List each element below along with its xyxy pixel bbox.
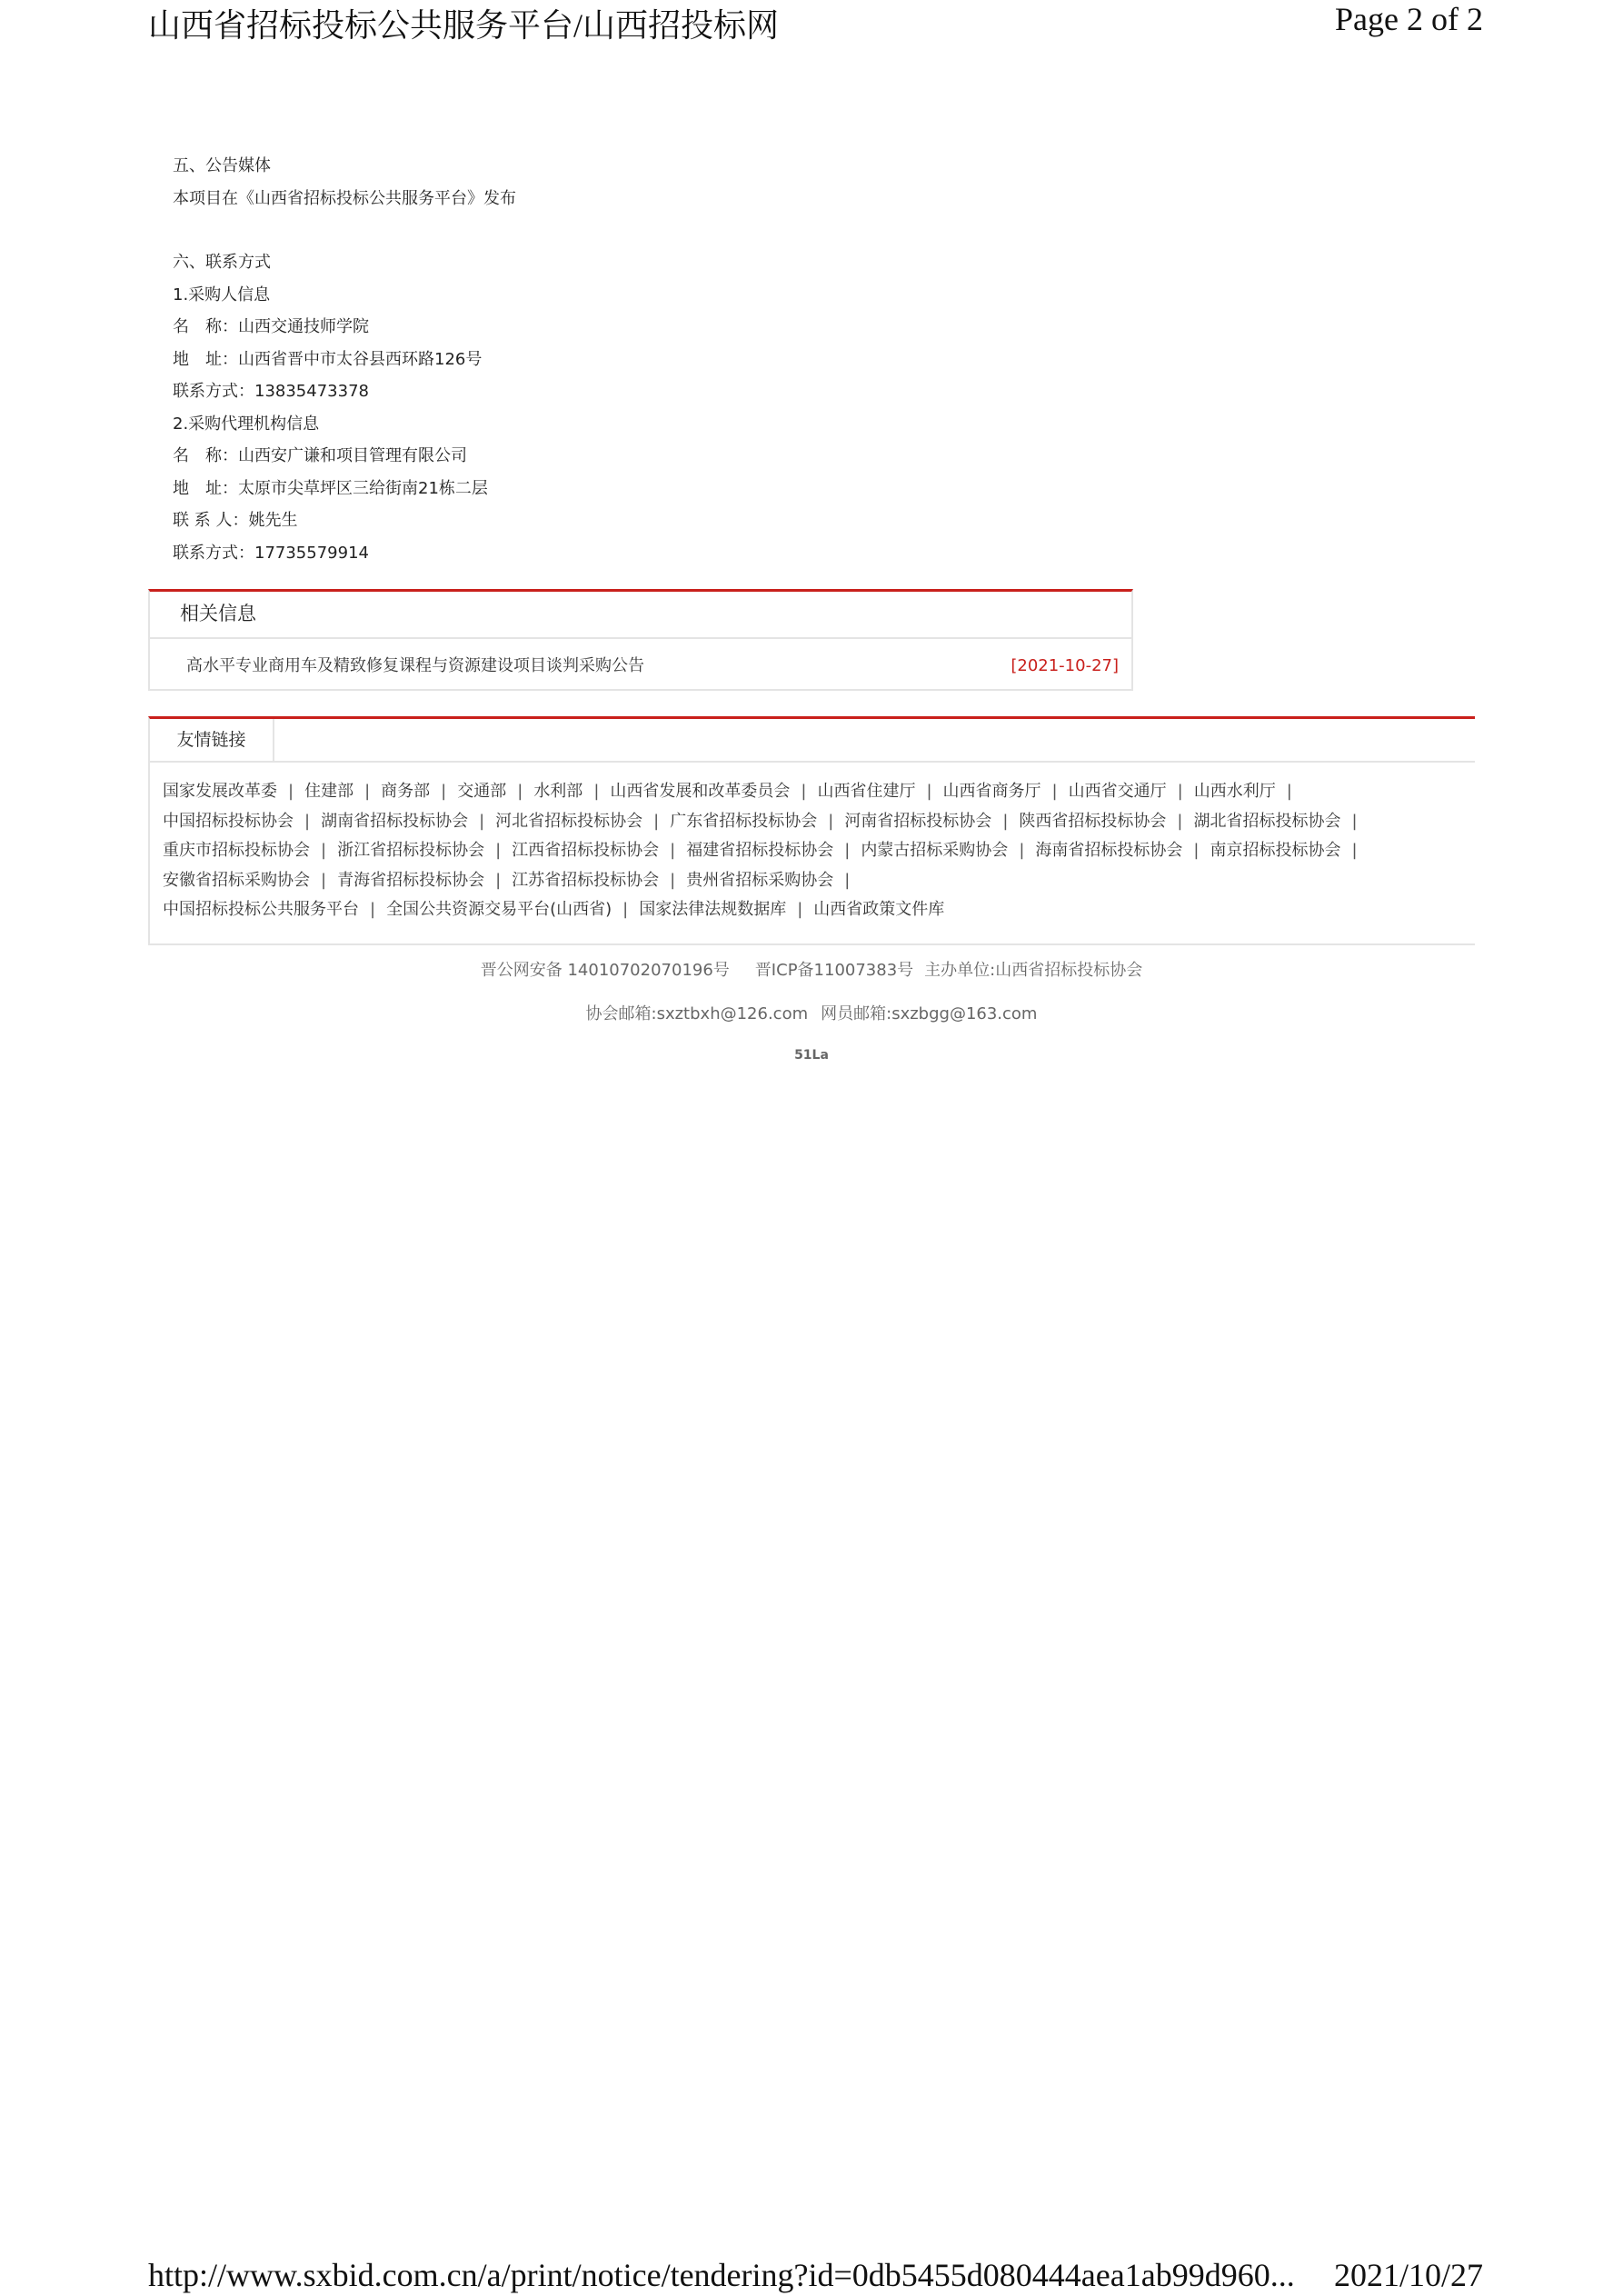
- friendly-link[interactable]: 重庆市招标投标协会: [163, 841, 310, 860]
- friendly-link[interactable]: 中国招标投标协会: [163, 811, 294, 831]
- footer-assoc-email[interactable]: 协会邮箱:sxztbxh@126.com: [585, 1004, 809, 1023]
- friendly-links-line: [163, 866, 1475, 896]
- friendly-link[interactable]: 山西省商务厅: [942, 782, 1041, 801]
- friendly-links-panel: [148, 716, 1475, 945]
- agent-heading: 2.采购代理机构信息: [173, 414, 320, 434]
- related-info-panel: [148, 589, 1133, 691]
- friendly-link[interactable]: 贵州省招标采购协会: [686, 870, 834, 890]
- link-separator: |: [1351, 841, 1358, 860]
- print-header: [0, 0, 1623, 55]
- friendly-link[interactable]: 水利部: [533, 782, 583, 801]
- friendly-links-list: [150, 763, 1475, 925]
- link-separator: |: [288, 782, 294, 801]
- link-separator: |: [828, 811, 834, 831]
- link-separator: |: [797, 900, 803, 919]
- friendly-link[interactable]: 安徽省招标采购协会: [163, 870, 310, 890]
- link-separator: |: [844, 870, 851, 890]
- friendly-link[interactable]: 交通部: [457, 782, 507, 801]
- friendly-link[interactable]: 国家法律法规数据库: [639, 900, 787, 919]
- friendly-link[interactable]: 全国公共资源交易平台(山西省): [386, 900, 612, 919]
- link-separator: |: [653, 811, 660, 831]
- link-separator: |: [1177, 782, 1183, 801]
- section5-text: 本项目在《山西省招标投标公共服务平台》发布: [173, 188, 516, 208]
- friendly-link[interactable]: 湖北省招标投标协会: [1193, 811, 1341, 831]
- footer-sponsor: 主办单位:山西省招标投标协会: [924, 961, 1143, 980]
- print-footer-url: http://www.sxbid.com.cn/a/print/notice/tendering?id=0db5455d080444aea1ab99d960...: [148, 2257, 1295, 2293]
- friendly-link[interactable]: 青海省招标投标协会: [337, 870, 485, 890]
- friendly-link[interactable]: 中国招标投标公共服务平台: [163, 900, 359, 919]
- footer-icp[interactable]: 晋ICP备11007383号: [754, 961, 914, 980]
- section6-heading: 六、联系方式: [173, 253, 271, 272]
- agent-address: 地 址：太原市尖草坪区三给街南21栋二层: [173, 478, 488, 498]
- link-separator: |: [1351, 811, 1358, 831]
- print-header-title: 山西省招标投标公共服务平台/山西招投标网: [148, 7, 780, 44]
- friendly-link[interactable]: 山西省发展和改革委员会: [610, 782, 791, 801]
- footer-staff-email[interactable]: 网员邮箱:sxzbgg@163.com: [821, 1004, 1038, 1023]
- print-footer-date: 2021/10/27: [1333, 2257, 1483, 2293]
- friendly-link[interactable]: 广东省招标投标协会: [670, 811, 818, 831]
- friendly-links-line: [163, 777, 1475, 807]
- link-separator: |: [495, 841, 502, 860]
- friendly-link[interactable]: 山西水利厅: [1193, 782, 1276, 801]
- friendly-link[interactable]: 山西省交通厅: [1068, 782, 1167, 801]
- link-separator: |: [926, 782, 932, 801]
- link-separator: |: [670, 870, 676, 890]
- friendly-link[interactable]: 陕西省招标投标协会: [1019, 811, 1167, 831]
- link-separator: |: [1177, 811, 1183, 831]
- link-separator: |: [321, 870, 327, 890]
- friendly-links-line: [163, 807, 1475, 837]
- related-info-row[interactable]: [150, 639, 1131, 692]
- related-info-title: 相关信息: [150, 592, 1131, 639]
- friendly-links-header: [150, 719, 1475, 763]
- spacer: [173, 215, 1127, 246]
- print-footer: [0, 2256, 1623, 2296]
- print-header-page: Page 2 of 2: [1335, 1, 1483, 37]
- friendly-link[interactable]: 河南省招标投标协会: [844, 811, 992, 831]
- friendly-links-tab[interactable]: 友情链接: [150, 719, 274, 761]
- footer-emails: [148, 1001, 1475, 1024]
- friendly-link[interactable]: 山西省政策文件库: [813, 900, 945, 919]
- link-separator: |: [495, 870, 502, 890]
- friendly-links-line: [163, 836, 1475, 866]
- link-separator: |: [593, 782, 600, 801]
- related-info-date: [2021-10-27]: [1011, 656, 1119, 675]
- notice-content: [173, 150, 1127, 569]
- link-separator: |: [441, 782, 447, 801]
- link-separator: |: [670, 841, 676, 860]
- friendly-link[interactable]: 商务部: [381, 782, 431, 801]
- link-separator: |: [801, 782, 807, 801]
- link-separator: |: [844, 841, 851, 860]
- friendly-link[interactable]: 南京招标投标协会: [1210, 841, 1341, 860]
- link-separator: |: [370, 900, 376, 919]
- link-separator: |: [622, 900, 629, 919]
- footer-registration: [148, 957, 1475, 981]
- link-separator: |: [1002, 811, 1009, 831]
- link-separator: |: [304, 811, 311, 831]
- link-separator: |: [321, 841, 327, 860]
- link-separator: |: [517, 782, 523, 801]
- section5-heading: 五、公告媒体: [173, 156, 271, 175]
- link-separator: |: [1019, 841, 1025, 860]
- related-info-link[interactable]: 高水平专业商用车及精致修复课程与资源建设项目谈判采购公告: [186, 656, 644, 675]
- counter-badge[interactable]: 51La: [794, 1048, 829, 1063]
- friendly-link[interactable]: 内蒙古招标采购协会: [861, 841, 1009, 860]
- friendly-link[interactable]: 江西省招标投标协会: [512, 841, 660, 860]
- friendly-links-line: [163, 895, 1475, 925]
- link-separator: |: [364, 782, 371, 801]
- link-separator: |: [1286, 782, 1292, 801]
- agent-name: 名 称：山西安广谦和项目管理有限公司: [173, 446, 467, 465]
- friendly-link[interactable]: 山西省住建厅: [817, 782, 916, 801]
- link-separator: |: [1051, 782, 1058, 801]
- agent-contact: 联系方式：17735579914: [173, 543, 369, 563]
- buyer-address: 地 址：山西省晋中市太谷县西环路126号: [173, 349, 483, 369]
- friendly-link[interactable]: 国家发展改革委: [163, 782, 277, 801]
- friendly-link[interactable]: 浙江省招标投标协会: [337, 841, 485, 860]
- friendly-link[interactable]: 江苏省招标投标协会: [512, 870, 660, 890]
- friendly-link[interactable]: 湖南省招标投标协会: [321, 811, 469, 831]
- friendly-link[interactable]: 福建省招标投标协会: [686, 841, 834, 860]
- footer-police-record[interactable]: 晋公网安备 14010702070196号: [480, 961, 730, 980]
- link-separator: |: [1193, 841, 1200, 860]
- link-separator: |: [479, 811, 485, 831]
- buyer-name: 名 称：山西交通技师学院: [173, 317, 369, 336]
- buyer-heading: 1.采购人信息: [173, 285, 271, 304]
- friendly-link[interactable]: 海南省招标投标协会: [1035, 841, 1183, 860]
- buyer-contact: 联系方式：13835473378: [173, 382, 369, 401]
- footer-counter: [148, 1048, 1475, 1063]
- friendly-link[interactable]: 住建部: [304, 782, 354, 801]
- agent-person: 联 系 人：姚先生: [173, 511, 298, 530]
- friendly-link[interactable]: 河北省招标投标协会: [495, 811, 643, 831]
